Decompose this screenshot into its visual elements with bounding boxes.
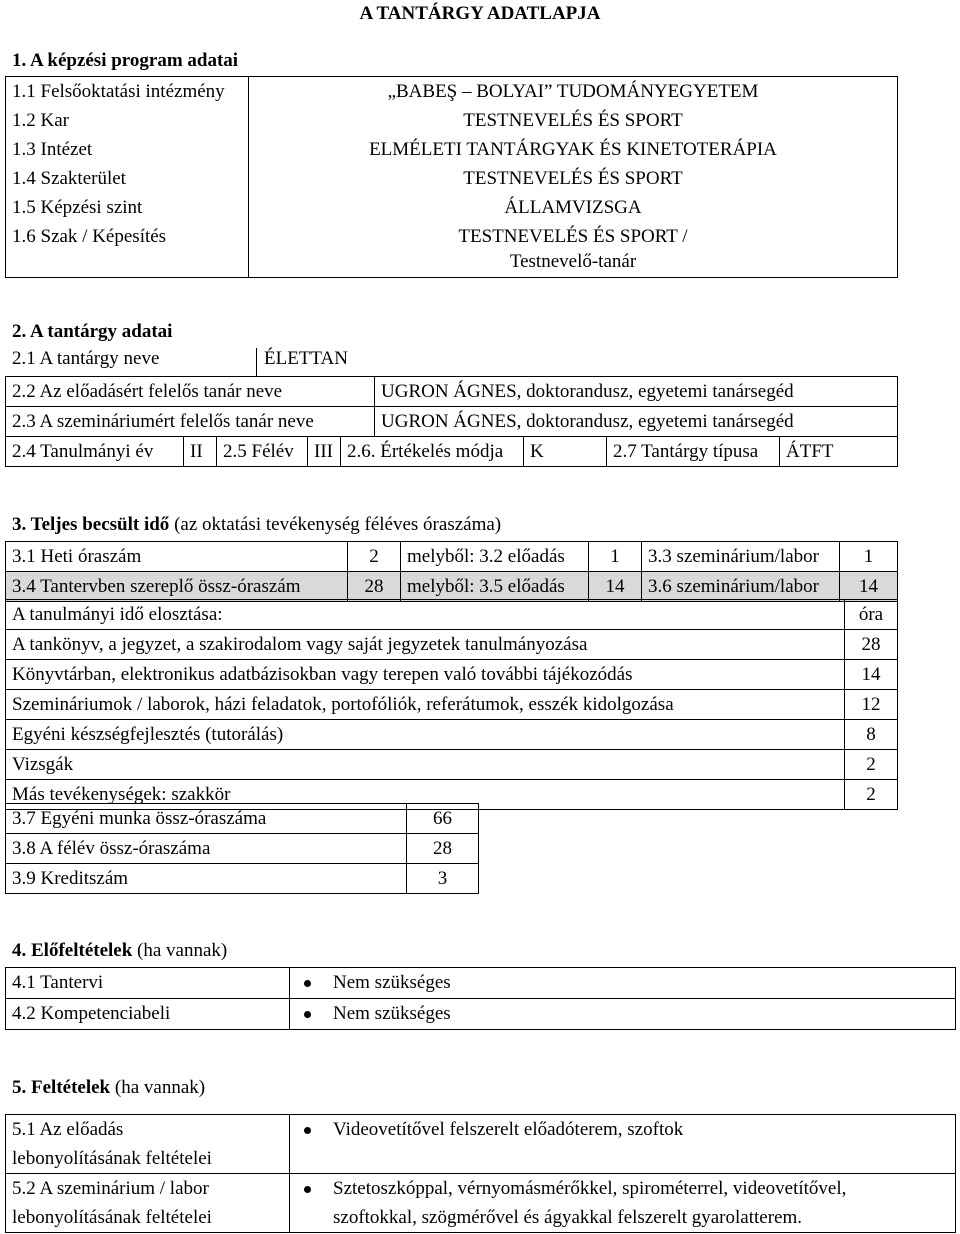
section-4-heading xyxy=(12,940,227,962)
lecturer-value: UGRON ÁGNES, doktorandusz, egyetemi tanársegéd xyxy=(375,377,898,407)
distribution-label: A tanulmányi idő elosztása: xyxy=(6,600,845,630)
total-hours-value: 28 xyxy=(348,572,401,602)
activity-hours: 8 xyxy=(845,720,898,750)
weekly-hours-label: 3.1 Heti óraszám xyxy=(6,542,348,572)
table-row xyxy=(6,106,898,135)
activity-label: A tankönyv, a jegyzet, a szakirodalom vagy saját jegyzetek tanulmányozása xyxy=(6,630,845,660)
prerequisites-table xyxy=(5,967,956,1030)
year-label: 2.4 Tanulmányi év xyxy=(6,437,184,467)
activity-hours: 2 xyxy=(845,750,898,780)
bullet-icon xyxy=(304,1127,311,1134)
prereq-text: Nem szükséges xyxy=(333,972,451,993)
row-label: 1.3 Intézet xyxy=(6,135,249,164)
section-3-heading-rest: (az oktatási tevékenység féléves óraszáma) xyxy=(169,514,502,535)
prereq-text: Nem szükséges xyxy=(333,1003,451,1024)
condition-text: Videovetítővel felszerelt előadóterem, szoftok xyxy=(333,1119,684,1140)
bullet-icon xyxy=(304,1186,311,1193)
table-row xyxy=(6,1115,956,1174)
weekly-hours-value: 2 xyxy=(348,542,401,572)
year-value: II xyxy=(184,437,217,467)
condition-text-cont: szoftokkal, szögmérővel és ágyakkal felszerelt gyarolatterem. xyxy=(333,1207,802,1228)
table-row xyxy=(6,193,898,222)
conditions-table xyxy=(5,1114,956,1233)
credits-label: 3.9 Kreditszám xyxy=(6,864,407,894)
table-row xyxy=(6,377,898,407)
activity-hours: 12 xyxy=(845,690,898,720)
table-row xyxy=(6,135,898,164)
seminar-teacher-label: 2.3 A szemináriumért felelős tanár neve xyxy=(6,407,375,437)
table-row xyxy=(6,999,956,1030)
time-distribution-table xyxy=(5,599,898,810)
hours-table xyxy=(5,541,898,602)
table-row xyxy=(6,77,898,107)
activity-hours: 2 xyxy=(845,780,898,810)
table-row xyxy=(6,600,898,630)
individual-work-label: 3.7 Egyéni munka össz-óraszáma xyxy=(6,804,407,834)
program-data-table xyxy=(5,76,898,278)
qualification-line-2: Testnevelő-tanár xyxy=(509,251,637,272)
table-row xyxy=(6,864,479,894)
section-1-heading: 1. A képzési program adatai xyxy=(12,50,239,71)
seminar-hours-value: 1 xyxy=(840,542,898,572)
row-label: 1.5 Képzési szint xyxy=(6,193,249,222)
total-hours-label: 3.4 Tantervben szereplő össz-óraszám xyxy=(6,572,348,602)
competence-prereq-value xyxy=(290,999,956,1030)
row-value: TESTNEVELÉS ÉS SPORT xyxy=(249,164,898,193)
activity-hours: 28 xyxy=(845,630,898,660)
table-row xyxy=(6,834,479,864)
semester-total-label: 3.8 A félév össz-óraszáma xyxy=(6,834,407,864)
table-row xyxy=(6,630,898,660)
section-5-heading-bold: 5. Feltételek xyxy=(12,1077,111,1098)
table-row xyxy=(6,750,898,780)
total-seminar-label: 3.6 szeminárium/labor xyxy=(642,572,840,602)
type-label: 2.7 Tantárgy típusa xyxy=(607,437,780,467)
subject-data-table xyxy=(5,376,898,437)
section-5-heading-rest: (ha vannak) xyxy=(110,1077,206,1098)
table-row xyxy=(6,804,479,834)
seminar-hours-label: 3.3 szeminárium/labor xyxy=(642,542,840,572)
seminar-conditions-label xyxy=(6,1174,290,1233)
evaluation-value: K xyxy=(524,437,607,467)
subject-meta-table xyxy=(5,436,898,467)
label-line-2: lebonyolításának feltételei xyxy=(12,1148,212,1169)
row-value: ELMÉLETI TANTÁRGYAK ÉS KINETOTERÁPIA xyxy=(249,135,898,164)
section-4-heading-rest: (ha vannak) xyxy=(132,940,228,961)
activity-label: Vizsgák xyxy=(6,750,845,780)
bullet-icon xyxy=(304,980,311,987)
semester-value: III xyxy=(308,437,341,467)
label-line-1: 5.2 A szeminárium / labor xyxy=(12,1178,209,1199)
curricular-prereq-label: 4.1 Tantervi xyxy=(6,968,290,999)
evaluation-label: 2.6. Értékelés módja xyxy=(341,437,524,467)
table-row xyxy=(6,1174,956,1233)
total-lecture-label: melyből: 3.5 előadás xyxy=(401,572,589,602)
row-label: 1.6 Szak / Képesítés xyxy=(6,222,249,277)
table-row xyxy=(6,720,898,750)
table-row xyxy=(6,660,898,690)
section-2-heading: 2. A tantárgy adatai xyxy=(12,321,173,342)
seminar-conditions-value xyxy=(290,1174,956,1233)
lecture-conditions-value xyxy=(290,1115,956,1174)
activity-label: Könyvtárban, elektronikus adatbázisokban vagy terepen való további tájékozódás xyxy=(6,660,845,690)
activity-label: Más tevékenységek: szakkör xyxy=(6,780,845,810)
activity-label: Szemináriumok / laborok, házi feladatok, portofóliók, referátumok, esszék kidolgozása xyxy=(6,690,845,720)
table-row xyxy=(6,407,898,437)
lecture-hours-label: melyből: 3.2 előadás xyxy=(401,542,589,572)
total-lecture-value: 14 xyxy=(589,572,642,602)
individual-work-value: 66 xyxy=(407,804,479,834)
row-label: 1.4 Szakterület xyxy=(6,164,249,193)
lecture-conditions-label xyxy=(6,1115,290,1174)
distribution-unit: óra xyxy=(845,600,898,630)
row-value xyxy=(249,222,898,277)
table-row xyxy=(6,968,956,999)
section-4-heading-bold: 4. Előfeltételek xyxy=(12,940,133,961)
section-5-heading xyxy=(12,1077,205,1099)
section-3-heading xyxy=(12,514,501,536)
type-value: ÁTFT xyxy=(780,437,898,467)
lecturer-label: 2.2 Az előadásért felelős tanár neve xyxy=(6,377,375,407)
qualification-line-1: TESTNEVELÉS ÉS SPORT / xyxy=(458,226,688,247)
label-line-2: lebonyolításának feltételei xyxy=(12,1207,212,1228)
semester-label: 2.5 Félév xyxy=(217,437,308,467)
subject-name-value: ÉLETTAN xyxy=(264,348,348,369)
row-value: „BABEŞ – BOLYAI” TUDOMÁNYEGYETEM xyxy=(249,77,898,107)
bullet-icon xyxy=(304,1011,311,1018)
table-row xyxy=(6,542,898,572)
table-row xyxy=(6,437,898,467)
row-label: 1.2 Kar xyxy=(6,106,249,135)
total-seminar-value: 14 xyxy=(840,572,898,602)
subject-name-label: 2.1 A tantárgy neve xyxy=(12,348,160,369)
label-line-1: 5.1 Az előadás xyxy=(12,1119,124,1140)
activity-hours: 14 xyxy=(845,660,898,690)
table-row xyxy=(6,164,898,193)
page-title: A TANTÁRGY ADATLAPJA xyxy=(359,3,601,24)
credits-value: 3 xyxy=(407,864,479,894)
condition-text: Sztetoszkóppal, vérnyomásmérőkkel, spirométerrel, videovetítővel, xyxy=(333,1178,847,1199)
totals-table xyxy=(5,803,479,894)
row-label: 1.1 Felsőoktatási intézmény xyxy=(6,77,249,107)
seminar-teacher-value: UGRON ÁGNES, doktorandusz, egyetemi tanársegéd xyxy=(375,407,898,437)
section-3-heading-bold: 3. Teljes becsült idő xyxy=(12,514,170,535)
competence-prereq-label: 4.2 Kompetenciabeli xyxy=(6,999,290,1030)
activity-label: Egyéni készségfejlesztés (tutorálás) xyxy=(6,720,845,750)
semester-total-value: 28 xyxy=(407,834,479,864)
row-value: TESTNEVELÉS ÉS SPORT xyxy=(249,106,898,135)
lecture-hours-value: 1 xyxy=(589,542,642,572)
row-value: ÁLLAMVIZSGA xyxy=(249,193,898,222)
table-row xyxy=(6,222,898,277)
table-row xyxy=(6,572,898,602)
table-row xyxy=(6,690,898,720)
curricular-prereq-value xyxy=(290,968,956,999)
